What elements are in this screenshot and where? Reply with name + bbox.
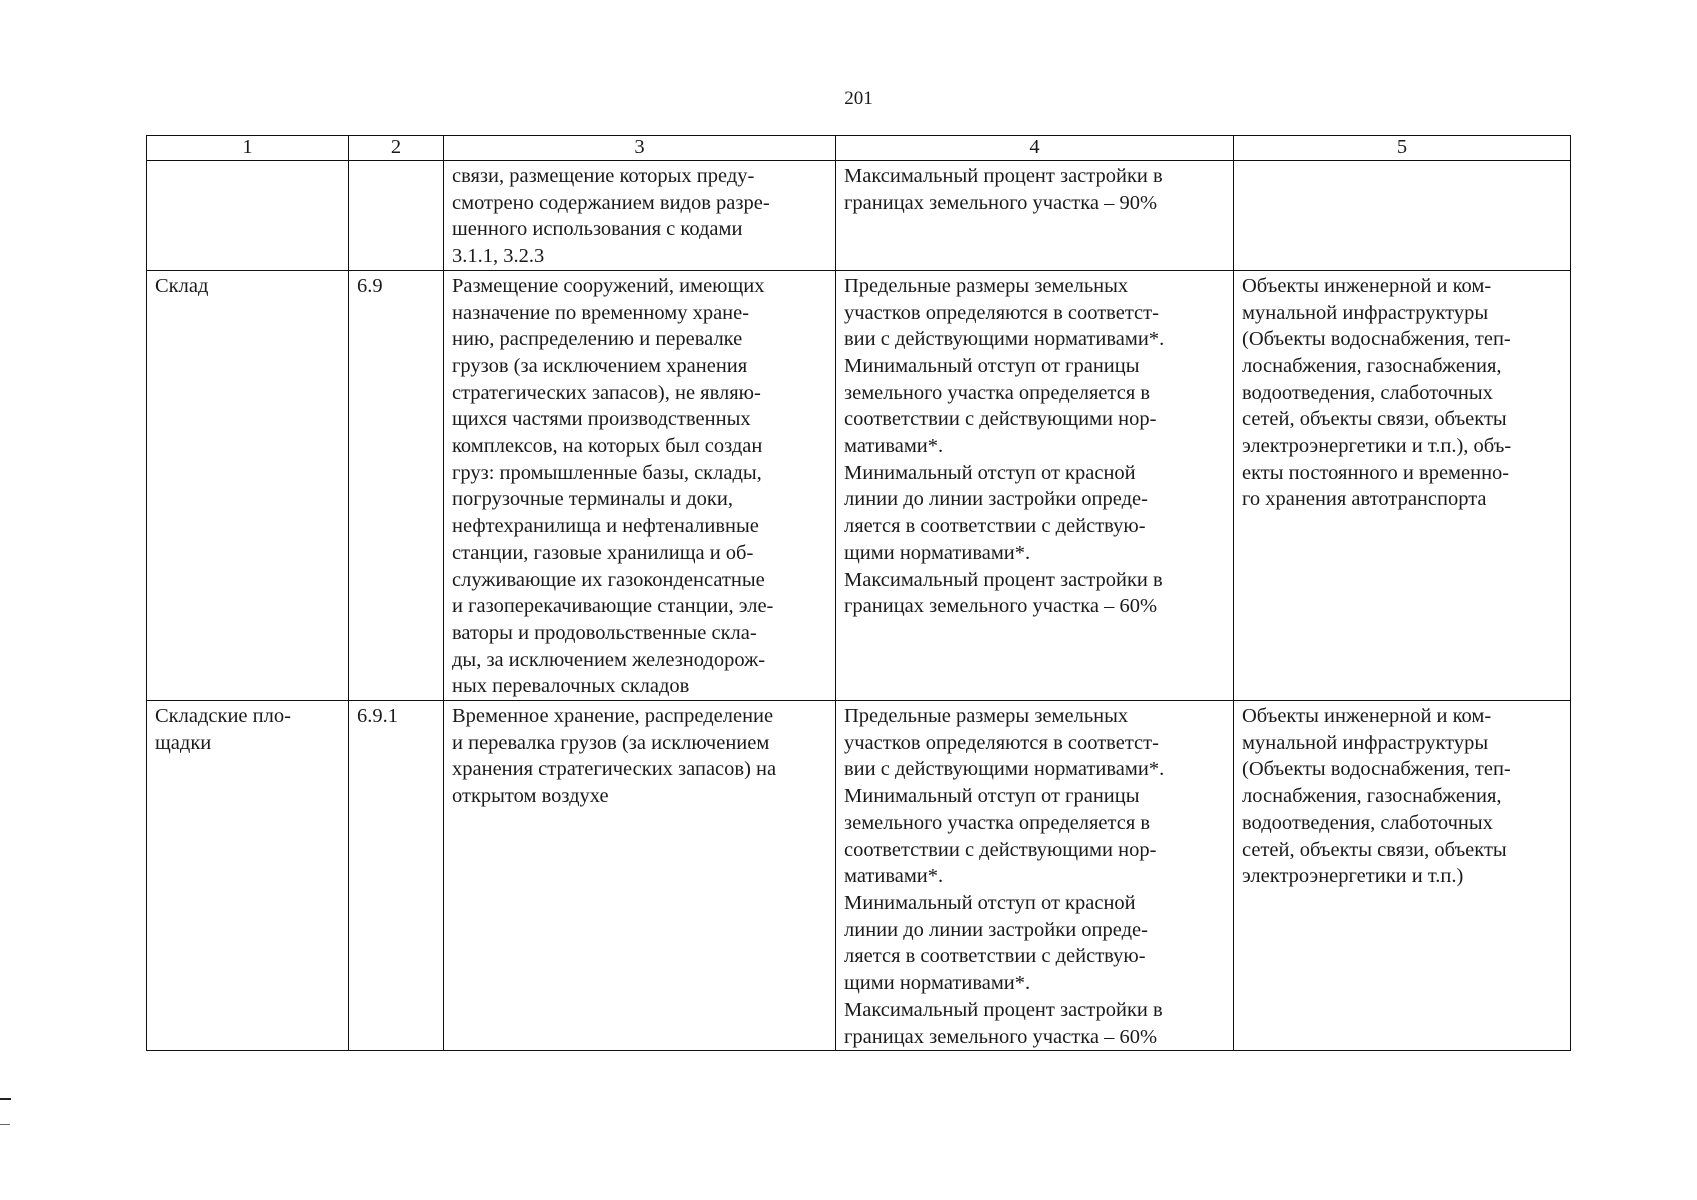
use-name-cell — [147, 161, 349, 271]
use-name-cell — [147, 270, 349, 700]
column-header-2: 2 — [349, 136, 444, 161]
use-code: 6.9.1 — [357, 705, 398, 728]
use-description: связи, размещение которых преду- смотрено содержанием видов разре- шенного использования с кодами 3.1.1, 3.2.3 — [452, 165, 770, 268]
use-parameters-cell — [836, 161, 1234, 271]
column-header-1: 1 — [147, 136, 349, 161]
use-code-cell — [349, 270, 444, 700]
auxiliary-uses: Объекты инженерной и ком- мунальной инфраструктуры (Объекты водоснабжения, теп- лоснабжения, газоснабжения, водоотведения, слаботочных сетей, объекты связи, объекты электроэнергетики и т.п.) — [1242, 705, 1511, 888]
zoning-table-container — [146, 135, 1571, 1051]
auxiliary-uses-cell — [1234, 701, 1571, 1051]
use-description: Временное хранение, распределение и перевалка грузов (за исключением хранения стратегических запасов) на открытом воздухе — [452, 705, 777, 808]
use-description-cell — [444, 161, 836, 271]
use-code-cell — [349, 161, 444, 271]
use-name-cell — [147, 701, 349, 1051]
scan-margin-mark — [0, 1124, 10, 1125]
auxiliary-uses-cell — [1234, 270, 1571, 700]
page-number: 201 — [844, 88, 873, 109]
use-name: Складские пло- щадки — [155, 705, 291, 754]
table-row-skladskie-ploshchadki — [147, 701, 1571, 1051]
zoning-table — [146, 135, 1571, 1051]
table-row-sklad — [147, 270, 1571, 700]
column-header-4: 4 — [836, 136, 1234, 161]
use-code: 6.9 — [357, 274, 383, 297]
use-description: Размещение сооружений, имеющих назначение по временному хране- нию, распределению и перевалке грузов (за исключением хранения стратегических запасов), не являю- щихся частями производственных комплексов, на которых был создан груз: промышленные базы, склады, погрузочные терминалы и доки, нефтехранилища и нефтеналивные станции, газовые хранилища и об- служивающие их газоконденсатные и газоперекачивающие станции, эле- ваторы и продовольственные скла- ды, за исключением железнодорож- ных перевалочных складов — [452, 274, 774, 698]
use-parameters: Предельные размеры земельных участков определяются в соответст- вии с действующими нормативами*. Минимальный отступ от границы земельного участка определяется в соответствии с действующими нор- мативами*. Минимальный отступ от красной линии до линии застройки опреде- ляется в соответствии с действую- щими нормативами*. Максимальный процент застройки в границах земельного участка – 60% — [844, 274, 1165, 618]
column-header-3: 3 — [444, 136, 836, 161]
column-header-5: 5 — [1234, 136, 1571, 161]
auxiliary-uses-cell — [1234, 161, 1571, 271]
use-parameters-cell — [836, 701, 1234, 1051]
table-row-continuation — [147, 161, 1571, 271]
use-parameters: Максимальный процент застройки в границах земельного участка – 90% — [844, 165, 1163, 214]
scan-margin-mark — [0, 1098, 11, 1100]
use-description-cell — [444, 270, 836, 700]
use-parameters-cell — [836, 270, 1234, 700]
auxiliary-uses: Объекты инженерной и ком- мунальной инфраструктуры (Объекты водоснабжения, теп- лоснабжения, газоснабжения, водоотведения, слаботочных сетей, объекты связи, объекты электроэнергетики и т.п.), объ- екты постоянного и временно- го хранения автотранспорта — [1242, 274, 1512, 511]
use-parameters: Предельные размеры земельных участков определяются в соответст- вии с действующими нормативами*. Минимальный отступ от границы земельного участка определяется в соответствии с действующими нор- мативами*. Минимальный отступ от красной линии до линии застройки опреде- ляется в соответствии с действую- щими нормативами*. Максимальный процент застройки в границах земельного участка – 60% — [844, 705, 1165, 1048]
use-name: Склад — [155, 274, 209, 297]
table-header-row — [147, 136, 1571, 161]
use-description-cell — [444, 701, 836, 1051]
use-code-cell — [349, 701, 444, 1051]
